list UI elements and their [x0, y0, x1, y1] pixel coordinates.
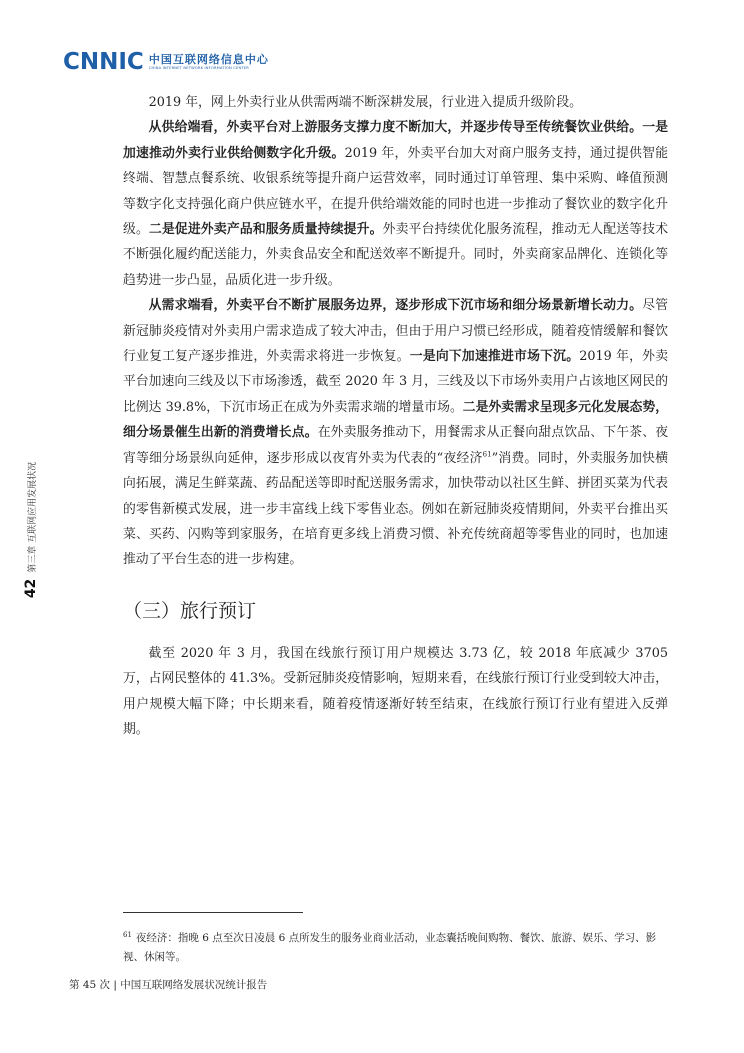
logo-chinese-name: 中国互联网络信息中心	[148, 53, 269, 66]
footnote-ref[interactable]: 61	[482, 450, 492, 459]
paragraph-supply	[123, 115, 668, 293]
paragraph-text: 尽管新冠肺炎疫情对外卖用户需求造成了较大冲击，但由于用户习惯已经形成，随着疫情缓解和餐饮行业复工复产逐步推进，外卖需求将进一步恢复。	[123, 298, 669, 365]
paragraph-intro	[123, 90, 668, 115]
page-footer: 第 45 次 | 中国互联网络发展状况统计报告	[69, 979, 268, 991]
paragraph-text: ”消费。同时，外卖服务加快横向拓展，满足生鲜菜蔬、药品配送等即时配送服务需求，加快带动以社区生鲜、拼团买菜为代表的零售新模式发展，进一步丰富线上线下零售业态。例如在新冠肺炎疫情期间，外卖平台推出买菜、买药、闪购等到家服务，在培育更多线上消费习惯、补充传统商超等零售业的同时，也加速推动了平台生态的进一步构建。	[123, 450, 669, 568]
page-number: 42	[23, 578, 39, 599]
bold-text: 从需求端看，外卖平台不断扩展服务边界，逐步形成下沉市场和细分场景新增长动力。	[148, 298, 643, 314]
bold-text: 二是外卖需求呈现多元化发展态势，细分场景催生出新的消费增长点。	[123, 399, 668, 441]
bold-text: 二是促进外卖产品和服务质量持续提升。	[148, 222, 383, 238]
logo-text	[149, 53, 269, 71]
footnote-text: 夜经济：指晚 6 点至次日凌晨 6 点所发生的服务业商业活动，业态囊括晚间购物、餐饮、旅游、娱乐、学习、影视、休闲等。	[123, 932, 657, 963]
bold-text: 从供给端看，外卖平台对上游服务支撑力度不断加大，并逐步传导至传统餐饮业供给。一是加速推动外卖行业供给侧数字化升级。	[123, 120, 668, 161]
footnote	[123, 929, 668, 967]
paragraph-demand	[123, 293, 668, 572]
paragraph-text: 截至 2020 年 3 月，我国在线旅行预订用户规模达 3.73 亿，较 2018 年底减少 3705 万，占网民整体的 41.3%。受新冠肺炎疫情影响，短期来看，在线旅行预订行业受到较大冲击，用户规模大幅下降；中长期来看，随着疫情逐渐好转至结束，在线旅行预订行业有望进入反弹期。	[123, 645, 668, 737]
paragraph-text: 2019 年，网上外卖行业从供需两端不断深耕发展，行业进入提质升级阶段。	[148, 95, 582, 110]
paragraph-text: 2019 年，外卖平台加大对商户服务支持，通过提供智能终端、智慧点餐系统、收银系统等提升商户运营效率，同时通过订单管理、集中采购、峰值预测等数字化支持强化商户供应链水平，在提升供给端效能的同时也进一步推动了餐饮业的数字化升级。	[123, 145, 668, 238]
bold-text: 一是向下加速推进市场下沉。	[409, 349, 580, 365]
chapter-label: 第三章 互联网应用发展状况	[27, 461, 38, 573]
paragraph-text: 外卖平台持续优化服务流程，推动无人配送等技术不断强化履约配送能力，外卖食品安全和配送效率不断提升。同时，外卖商家品牌化、连锁化等趋势进一步凸显，品质化进一步升级。	[123, 222, 669, 288]
paragraph-text: 2019 年，外卖平台加速向三线及以下市场渗透，截至 2020 年 3 月，三线及以下市场外卖用户占该地区网民的比例达 39.8%，下沉市场正在成为外卖需求端的增量市场。	[123, 349, 669, 415]
paragraph-text: 在外卖服务推动下，用餐需求从正餐向甜点饮品、下午茶、夜宵等细分场景纵向延伸，逐步形成以夜宵外卖为代表的“夜经济	[123, 425, 669, 466]
footnote-number: 61	[123, 930, 132, 939]
side-margin	[18, 440, 44, 620]
main-content	[123, 90, 668, 742]
cnnic-logo	[63, 50, 269, 74]
logo-mark: CNNIC	[63, 49, 144, 75]
logo-english-name: CHINA INTERNET NETWORK INFORMATION CENTER	[148, 66, 249, 70]
footnote-divider	[123, 912, 303, 913]
section-title: （三）旅行预订	[123, 599, 257, 622]
paragraph-travel	[123, 641, 668, 743]
